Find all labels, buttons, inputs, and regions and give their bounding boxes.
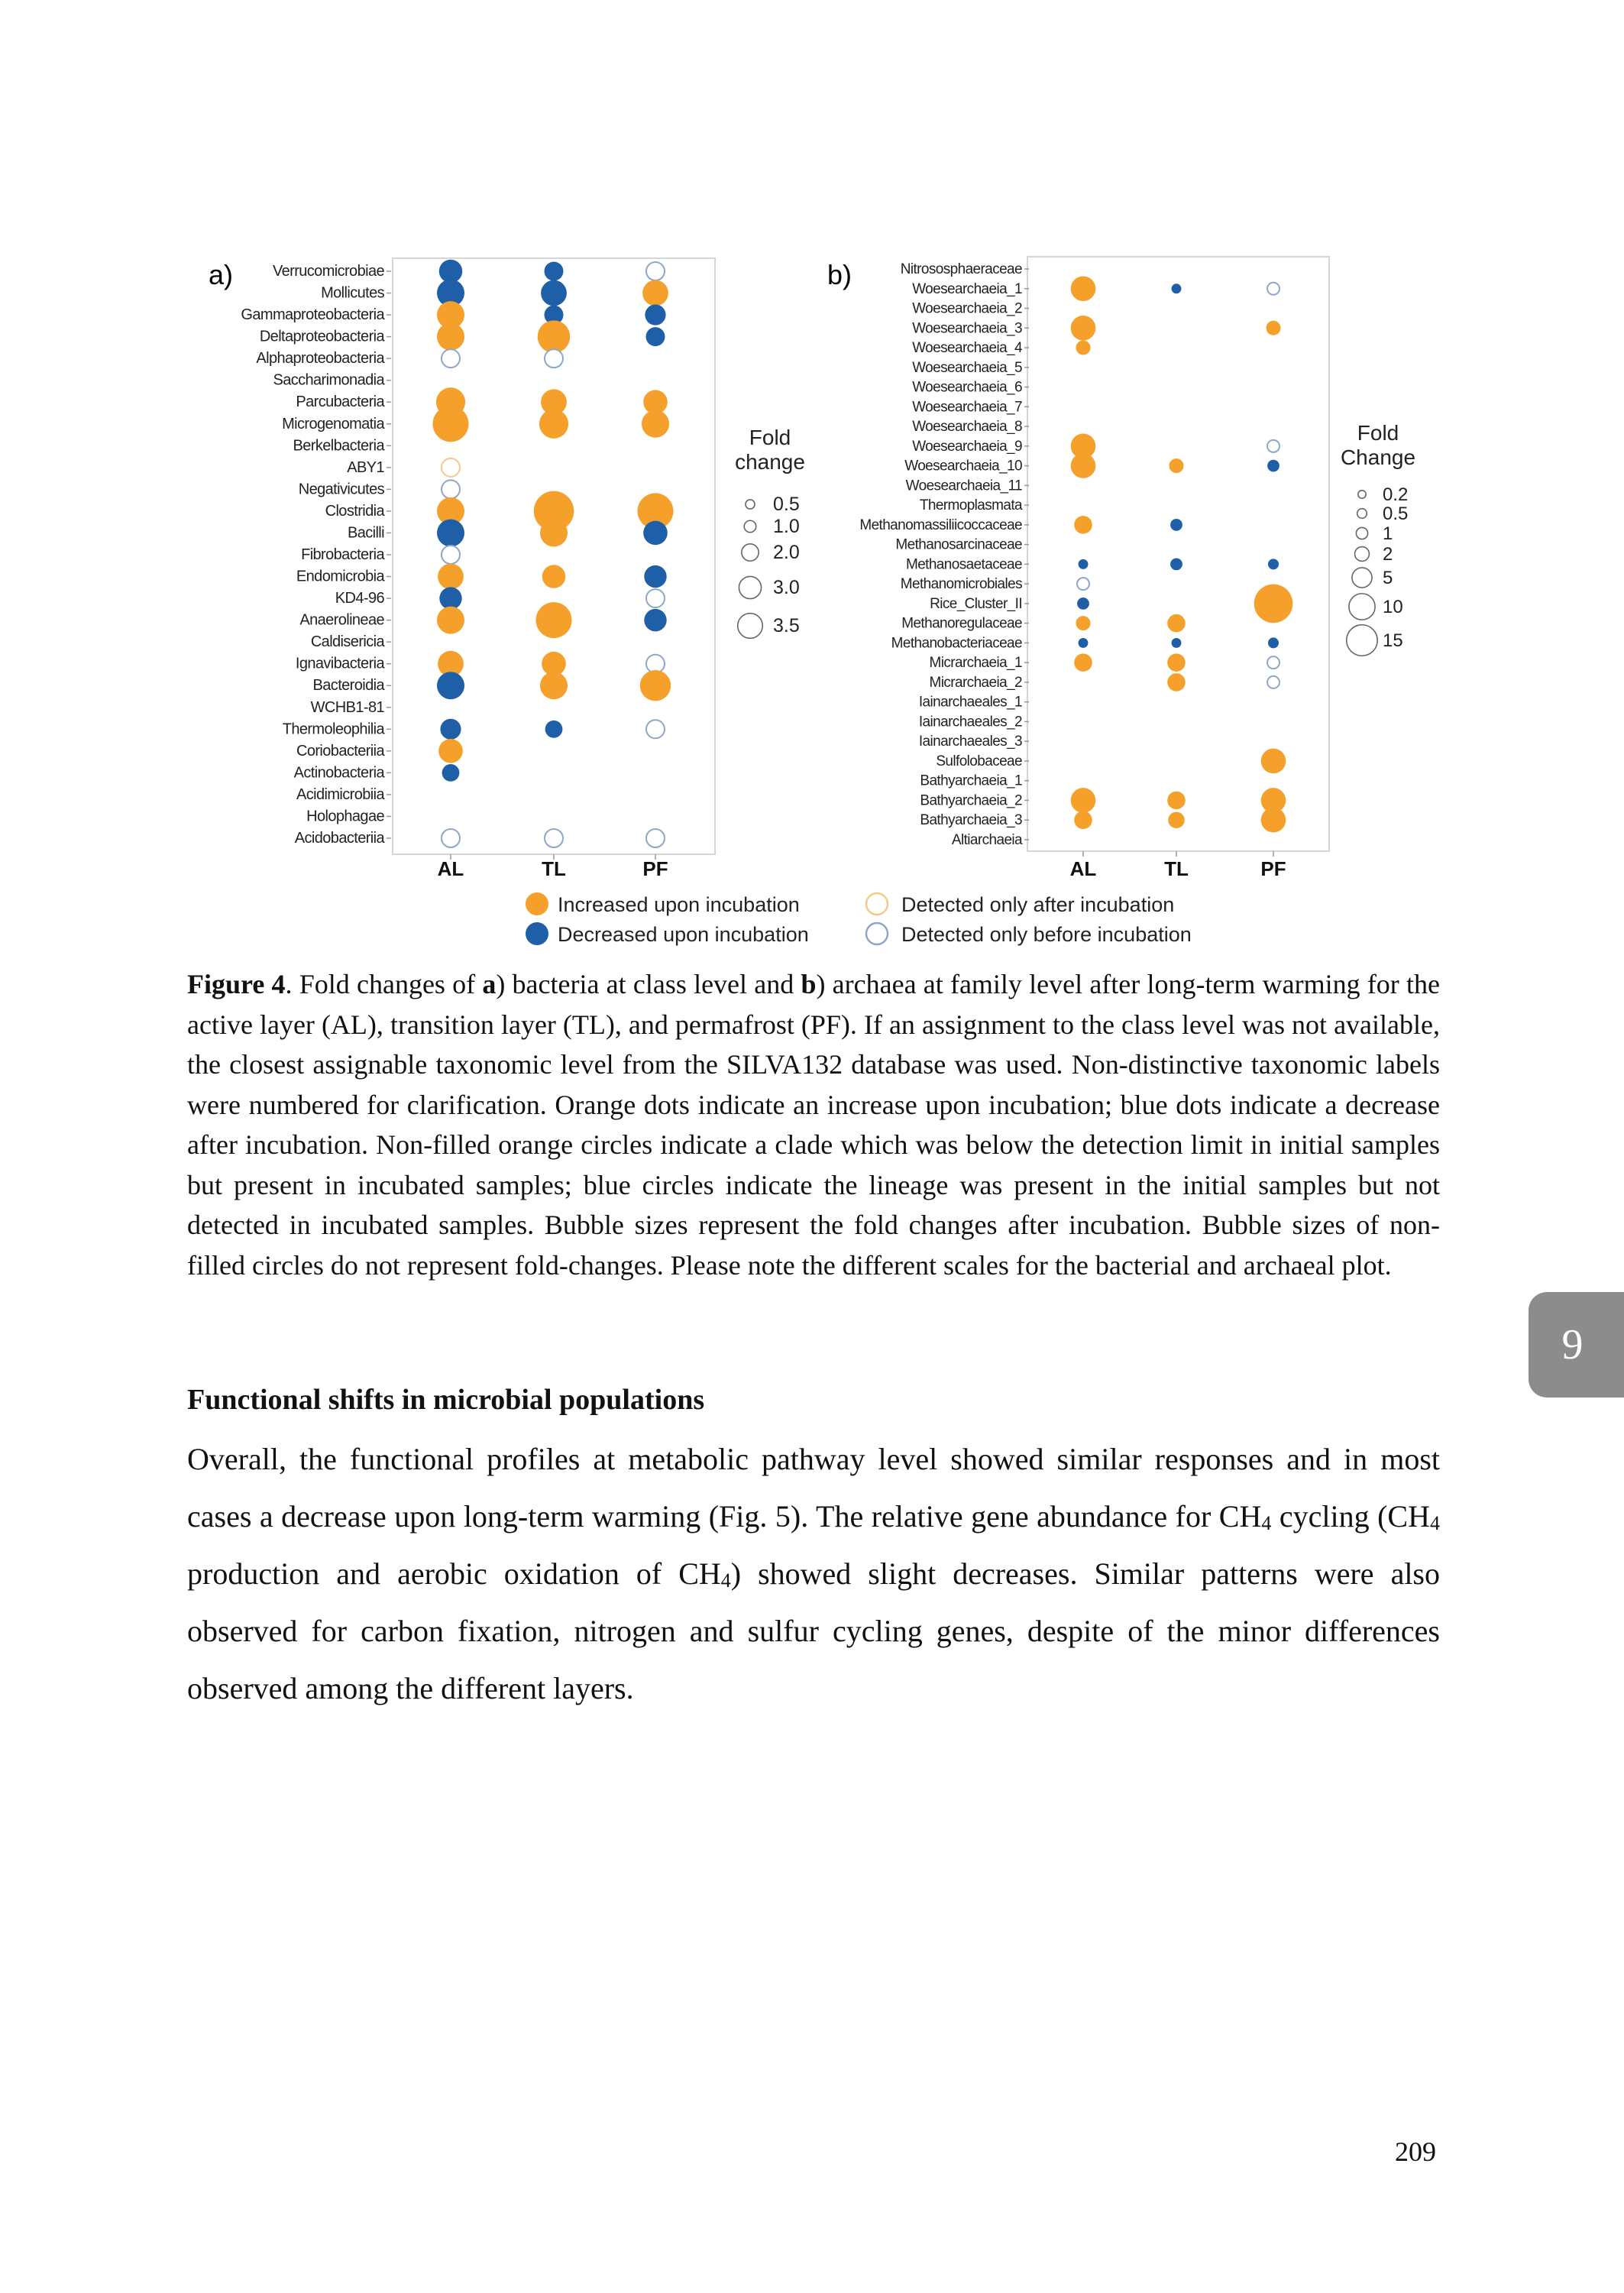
open-circle-before-PF: [646, 589, 665, 607]
body-text: cycling (CH: [1271, 1499, 1431, 1534]
open-circle-before-PF: [1267, 676, 1279, 688]
taxon-label: Micrarchaeia_1: [929, 655, 1022, 672]
bubble-dec-PF: [1267, 460, 1279, 472]
bubble-dec-TL: [541, 280, 567, 306]
figure-caption: [187, 964, 1440, 1285]
taxon-label: Caldisericia: [310, 633, 384, 651]
open-circle-before-AL: [442, 349, 460, 368]
taxon-label: Woesearchaeia_10: [904, 458, 1022, 474]
bubble-inc-TL: [540, 672, 568, 699]
open-circle-before-PF: [646, 720, 665, 738]
taxon-label: Methanosaetaceae: [905, 556, 1022, 573]
size-legend-circle: [1355, 547, 1370, 562]
subscript: 4: [720, 1569, 731, 1592]
bubble-dec-AL: [440, 719, 461, 740]
size-legend-circle: [746, 500, 755, 509]
bubble-dec-TL: [545, 721, 563, 738]
size-legend-label: 2: [1383, 544, 1393, 565]
taxon-label: Altiarchaeia: [951, 832, 1022, 848]
bubble-dec-PF: [1268, 637, 1279, 648]
bubble-dec-AL: [442, 764, 460, 782]
caption-text: . Fold changes of: [285, 969, 483, 999]
bubble-dec-AL: [1079, 638, 1089, 648]
bubble-inc-AL: [437, 607, 464, 634]
taxon-label: Woesearchaeia_1: [912, 280, 1022, 297]
taxon-label: Bathyarchaeia_1: [920, 772, 1022, 789]
taxon-label: Thermoplasmata: [919, 497, 1022, 514]
open-circle-before-AL: [442, 546, 460, 564]
size-legend-label: 10: [1383, 597, 1403, 617]
bubble-inc-AL: [1074, 516, 1092, 534]
taxon-label: Endomicrobia: [296, 568, 384, 585]
taxon-label: Holophagae: [306, 808, 384, 825]
taxon-label: Parcubacteria: [296, 394, 384, 411]
bubble-inc-TL: [1167, 614, 1186, 633]
bubble-inc-TL: [539, 410, 568, 439]
taxon-label: Rice_Cluster_II: [930, 595, 1022, 612]
x-label-AL: AL: [1069, 857, 1097, 880]
taxon-label: Woesearchaeia_5: [912, 359, 1022, 376]
legend-after-label: Detected only after incubation: [901, 893, 1175, 916]
body-paragraph: [187, 1430, 1440, 1717]
bubble-dec-PF: [646, 327, 665, 346]
bubble-inc-AL: [1074, 653, 1092, 672]
taxon-label: Woesearchaeia_6: [912, 379, 1022, 396]
body-text: production and aerobic oxidation of CH: [187, 1556, 721, 1591]
chapter-tab[interactable]: 9: [1529, 1292, 1624, 1397]
size-legend-circle: [1352, 568, 1372, 588]
bubble-dec-TL: [545, 262, 564, 281]
x-label-AL: AL: [437, 857, 464, 880]
bubble-dec-PF: [644, 609, 666, 631]
bubble-inc-TL: [540, 519, 568, 546]
bubble-inc-TL: [536, 602, 572, 638]
bubble-dec-AL: [437, 672, 464, 699]
caption-b: b: [801, 969, 817, 999]
taxon-label: Bathyarchaeia_3: [920, 812, 1022, 829]
bubble-inc-PF: [1254, 585, 1293, 623]
size-legend-label: 0.5: [773, 494, 800, 515]
bubble-dec-PF: [1268, 559, 1279, 569]
size-legend-circle: [1358, 491, 1366, 498]
bubble-inc-PF: [642, 410, 669, 438]
caption-text: ) archaea at family level after long-term warming for the active layer (AL), transition layer (TL), and permafrost (PF). If an assignment to the class level was not available, the closest assignable taxonomic level from the SILVA132 database was used. Non-distinctive taxonomic labels were numbered for clarification. Orange dots indicate an increase upon incubation; blue dots indicate a decrease after incubation. Non-filled orange circles indicate a clade which was below the detection limit in initial samples but present in incubated samples; blue circles indicate the lineage was present in the initial samples but not detected in incubated samples. Bubble sizes represent the fold changes after incubation. Bubble sizes of non-filled circles do not represent fold-changes. Please note the different scales for the bacterial and archaeal plot.: [187, 969, 1440, 1281]
caption-text: ) bacteria at class level and: [496, 969, 801, 999]
bubble-inc-AL: [1071, 276, 1096, 301]
open-circle-before-AL: [442, 480, 460, 498]
subscript: 4: [1430, 1512, 1441, 1534]
taxon-label: Verrucomicrobiae: [272, 263, 384, 280]
open-circle-before-AL: [1077, 578, 1089, 590]
taxon-label: Acidobacteriia: [294, 830, 384, 847]
bubble-inc-TL: [1167, 673, 1186, 691]
open-circle-before-PF: [1267, 283, 1279, 295]
taxon-label: Micrarchaeia_2: [929, 674, 1022, 691]
bubble-inc-AL: [1076, 341, 1091, 355]
subscript: 4: [1261, 1512, 1272, 1534]
page-number: 209: [1395, 2136, 1436, 2167]
size-legend-title: Fold: [749, 426, 791, 449]
open-circle-before-AL: [442, 829, 460, 847]
taxon-label: ABY1: [347, 458, 384, 476]
x-label-TL: TL: [542, 857, 566, 880]
bubble-inc-AL: [1071, 788, 1096, 813]
taxon-label: Woesearchaeia_9: [912, 438, 1022, 455]
bubble-inc-TL: [1167, 792, 1186, 810]
bubble-dec-PF: [644, 565, 666, 588]
size-legend-label: 1: [1383, 523, 1393, 544]
bubble-dec-TL: [1170, 558, 1182, 570]
taxon-label: Methanosarcinaceae: [895, 536, 1022, 553]
x-label-PF: PF: [1260, 857, 1286, 880]
size-legend-label: 0.2: [1383, 484, 1409, 505]
taxon-label: WCHB1-81: [310, 698, 384, 716]
taxon-label: Woesearchaeia_2: [912, 300, 1022, 317]
size-legend-label: 0.5: [1383, 504, 1409, 524]
bubble-dec-PF: [643, 521, 668, 546]
taxon-label: Negativicutes: [298, 481, 384, 498]
bubble-dec-PF: [645, 304, 665, 325]
figure-4: [0, 0, 1624, 963]
legend-before-circle: [866, 923, 888, 944]
bubble-dec-AL: [439, 587, 461, 609]
taxon-label: Woesearchaeia_11: [905, 478, 1022, 494]
bubble-inc-AL: [1076, 616, 1091, 630]
size-legend-label: 5: [1383, 568, 1393, 588]
taxon-label: Woesearchaeia_8: [912, 419, 1022, 436]
open-circle-before-PF: [646, 829, 665, 847]
bubble-inc-PF: [640, 670, 671, 701]
taxon-label: Berkelbacteria: [293, 437, 384, 455]
bubble-dec-AL: [437, 519, 464, 546]
caption-figure-label: Figure 4: [187, 969, 286, 999]
size-legend-circle: [742, 544, 759, 561]
size-legend-label: 1.0: [773, 516, 800, 537]
taxon-label: KD4-96: [335, 590, 384, 607]
bubble-inc-AL: [433, 406, 469, 442]
bubble-inc-TL: [542, 565, 566, 588]
taxon-label: Methanoregulaceae: [901, 615, 1022, 632]
taxon-label: Woesearchaeia_4: [912, 340, 1022, 357]
bubble-inc-TL: [1168, 812, 1184, 828]
bubble-inc-PF: [1261, 749, 1286, 774]
taxon-label: Bathyarchaeia_2: [920, 792, 1022, 809]
legend-decrease-dot: [526, 922, 548, 945]
open-circle-before-PF: [1267, 656, 1279, 669]
size-legend-circle: [738, 614, 763, 639]
bubble-inc-TL: [1169, 458, 1184, 473]
taxon-label: Gammaproteobacteria: [241, 306, 384, 324]
panel-label: a): [209, 259, 234, 290]
open-circle-before-TL: [545, 829, 563, 847]
taxon-label: Methanomicrobiales: [900, 576, 1022, 593]
taxon-label: Iainarchaeales_1: [918, 694, 1022, 711]
open-circle-before-PF: [1267, 440, 1279, 452]
taxon-label: Ignavibacteria: [295, 655, 384, 672]
size-legend-title: change: [735, 450, 805, 474]
bubble-inc-PF: [1267, 321, 1281, 335]
bubble-inc-PF: [1261, 808, 1286, 833]
legend-increase-dot: [526, 892, 548, 915]
caption-a: a: [482, 969, 497, 999]
bubble-inc-AL: [1074, 811, 1092, 829]
size-legend-circle: [744, 520, 756, 533]
bubble-inc-AL: [1071, 316, 1096, 341]
size-legend-circle: [1347, 625, 1377, 656]
bubble-inc-PF: [642, 280, 668, 306]
taxon-label: Sulfolobaceae: [936, 753, 1022, 769]
bubble-inc-TL: [1167, 653, 1186, 672]
size-legend-label: 3.0: [773, 577, 800, 598]
taxon-label: Actinobacteria: [293, 764, 384, 782]
x-label-PF: PF: [642, 857, 668, 880]
bubble-dec-AL: [1079, 559, 1089, 569]
open-circle-after-AL: [442, 458, 460, 477]
taxon-label: Nitrososphaeraceae: [900, 261, 1022, 277]
legend-before-label: Detected only before incubation: [901, 923, 1192, 946]
taxon-label: Woesearchaeia_3: [912, 320, 1022, 337]
bubble-dec-AL: [1077, 598, 1089, 610]
taxon-label: Saccharimonadia: [273, 371, 384, 389]
body-text: ) showed slight decreases. Similar patterns were also observed for carbon fixation, nitrogen and sulfur cycling genes, despite of the minor differences observed among the different layers.: [187, 1556, 1441, 1705]
size-legend-circle: [739, 576, 761, 598]
size-legend-label: 3.5: [773, 615, 800, 636]
taxon-label: Microgenomatia: [282, 415, 384, 432]
size-legend-circle: [1349, 594, 1375, 620]
taxon-label: Bacteroidia: [312, 677, 384, 695]
bubble-dec-TL: [1172, 638, 1182, 648]
taxon-label: Methanomassiliicoccaceae: [859, 517, 1022, 533]
taxon-label: Acidimicrobiia: [296, 785, 384, 803]
section-heading: Functional shifts in microbial populations: [187, 1384, 705, 1416]
bubble-dec-TL: [1170, 519, 1182, 531]
size-legend-label: 2.0: [773, 542, 800, 563]
taxon-label: Mollicutes: [321, 284, 384, 302]
open-circle-before-PF: [646, 262, 665, 280]
bubble-inc-TL: [538, 320, 571, 353]
taxon-label: Clostridia: [325, 502, 384, 520]
taxon-label: Fibrobacteria: [301, 546, 384, 563]
bubble-inc-AL: [438, 739, 463, 763]
panel-label: b): [827, 259, 852, 290]
taxon-label: Bacilli: [347, 524, 384, 542]
bubble-inc-AL: [437, 323, 464, 351]
bubble-dec-TL: [1172, 283, 1182, 293]
legend-increase-label: Increased upon incubation: [558, 893, 800, 916]
x-label-TL: TL: [1164, 857, 1189, 880]
taxon-label: Woesearchaeia_7: [912, 399, 1022, 416]
open-circle-before-TL: [545, 349, 563, 368]
taxon-label: Methanobacteriaceae: [891, 635, 1022, 652]
taxon-label: Iainarchaeales_2: [918, 714, 1022, 730]
size-legend-circle: [1357, 509, 1367, 519]
bubble-inc-AL: [1071, 453, 1096, 478]
taxon-label: Alphaproteobacteria: [256, 350, 384, 368]
size-legend-circle: [1356, 527, 1367, 539]
taxon-label: Deltaproteobacteria: [259, 328, 384, 345]
size-legend-label: 15: [1383, 630, 1403, 651]
taxon-label: Thermoleophilia: [282, 721, 384, 738]
legend-decrease-label: Decreased upon incubation: [558, 923, 809, 946]
taxon-label: Iainarchaeales_3: [918, 734, 1022, 750]
size-legend-title: Change: [1340, 445, 1416, 469]
taxon-label: Coriobacteriia: [296, 742, 384, 759]
size-legend-title: Fold: [1357, 421, 1399, 445]
bubble-inc-AL: [438, 564, 464, 590]
body-text: Overall, the functional profiles at metabolic pathway level showed similar responses and in most cases a decrease upon long-term warming (Fig. 5). The relative gene abundance for CH: [187, 1442, 1440, 1534]
legend-after-circle: [866, 893, 888, 915]
taxon-label: Anaerolineae: [299, 611, 384, 629]
